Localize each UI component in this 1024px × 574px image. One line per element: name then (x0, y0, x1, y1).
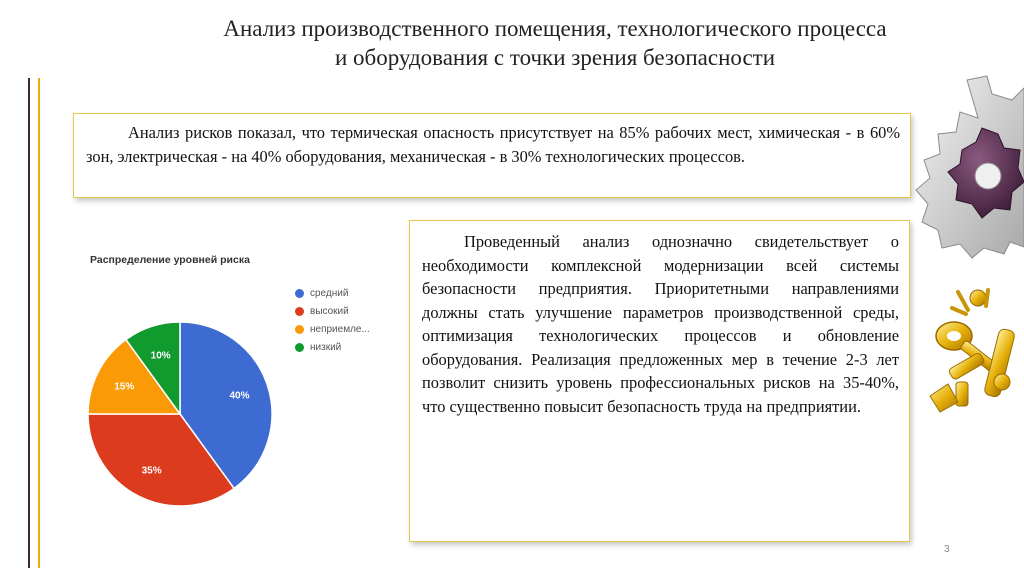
pie-slice-unacceptable-label: 15% (114, 381, 135, 393)
left-bar-dark (28, 78, 30, 568)
legend-label-unacceptable: неприемле... (310, 323, 370, 335)
risk-pie-chart (80, 236, 410, 556)
legend-label-low: низкий (310, 341, 342, 353)
keys-icon (928, 284, 1024, 414)
chart-title: Распределение уровней риска (90, 254, 250, 266)
left-bar-gold (38, 78, 40, 568)
pie-slice-high-label: 35% (141, 465, 162, 477)
slide-title (90, 14, 1020, 72)
legend-label-medium: средний (310, 287, 349, 299)
legend-item-high (295, 302, 370, 320)
page-number: 3 (944, 544, 950, 555)
legend-label-high: высокий (310, 305, 349, 317)
conclusion-box (409, 220, 910, 542)
legend-dot-unacceptable (295, 325, 304, 334)
legend-dot-low (295, 343, 304, 352)
legend-item-low (295, 338, 370, 356)
gear-icon (912, 72, 1024, 260)
legend-dot-high (295, 307, 304, 316)
summary-box (73, 113, 911, 198)
chart-legend (295, 284, 370, 356)
conclusion-text: Проведенный анализ однозначно свидетельствует о необходимости комплексной модернизации всей системы безопасности предприятия. Приоритетными направлениями должны стать улучшение параметров производственной среды, оптимизация технологических процессов и обновление оборудования. Реализация предложенных мер в течение 2-3 лет позволит снизить уровень профессиональных рисков на 35-40%, что существенно повысит безопасность труда на предприятии. (422, 232, 899, 416)
legend-item-unacceptable (295, 320, 370, 338)
legend-dot-medium (295, 289, 304, 298)
legend-item-medium (295, 284, 370, 302)
pie-slice-low-label: 10% (150, 350, 171, 362)
pie-slice-medium-label: 40% (229, 390, 250, 402)
title-line-1: Анализ производственного помещения, технологического процесса (223, 16, 887, 41)
title-line-2: и оборудования с точки зрения безопасности (334, 45, 776, 70)
summary-text: Анализ рисков показал, что термическая опасность присутствует на 85% рабочих мест, химическая - в 60% зон, электрическая - на 40% оборудования, механическая - в 30% технологических процессов. (86, 123, 900, 166)
pie-svg (80, 314, 290, 514)
